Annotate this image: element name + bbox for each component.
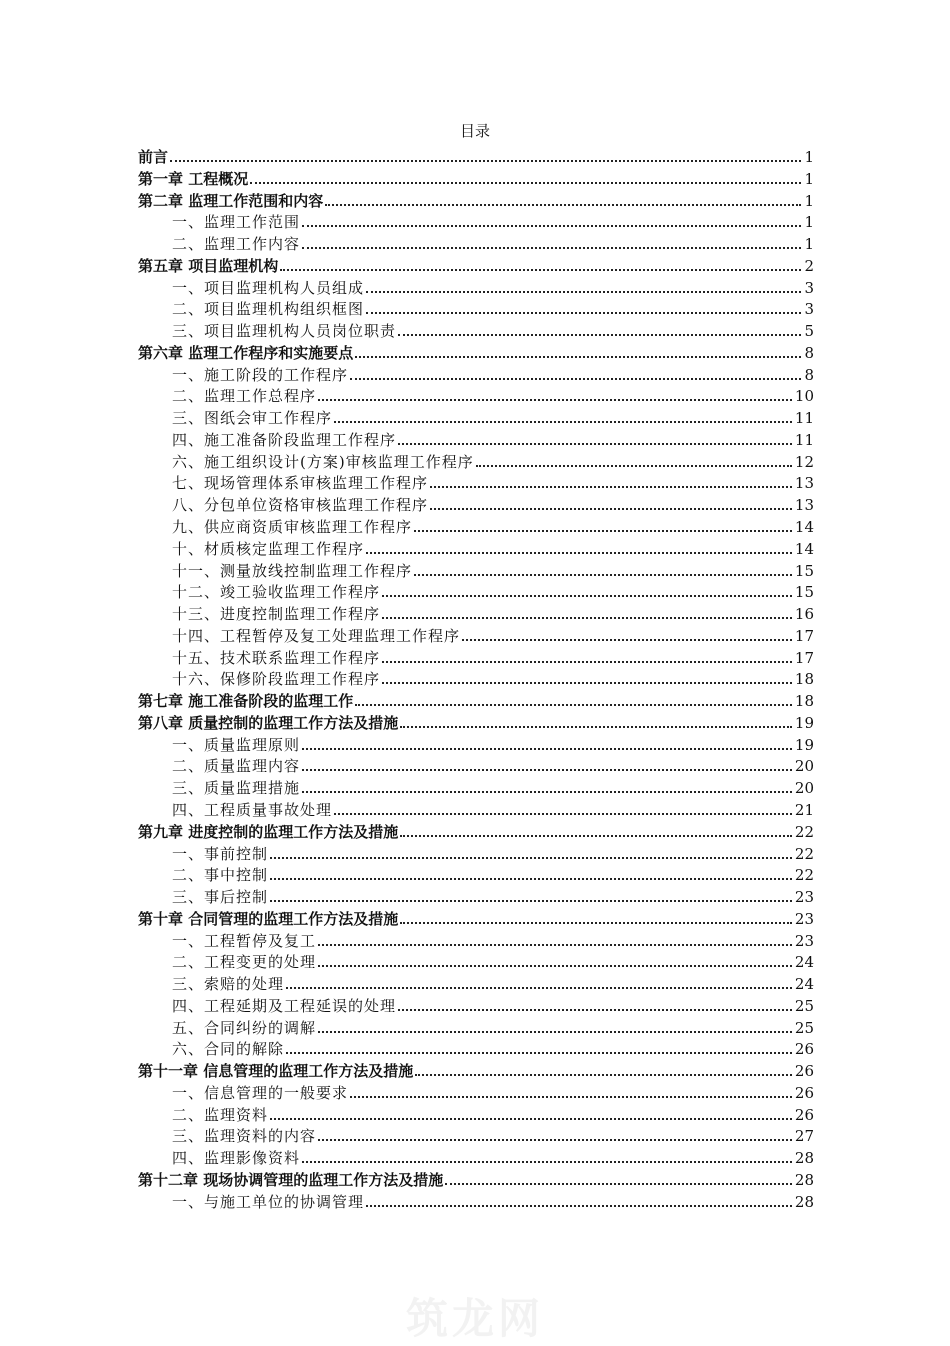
- dot-leader: [302, 1161, 792, 1163]
- dot-leader: [366, 1205, 792, 1207]
- dot-leader: [270, 878, 792, 880]
- toc-chapter-entry[interactable]: [138, 191, 814, 213]
- toc-page-number: 23: [794, 931, 814, 950]
- toc-entry-text: 第八章 质量控制的监理工作方法及措施: [138, 713, 399, 732]
- toc-page-number: 20: [794, 757, 814, 776]
- toc-section-entry[interactable]: [138, 1018, 814, 1040]
- dot-leader: [286, 987, 792, 989]
- toc-section-entry[interactable]: [138, 495, 814, 517]
- toc-page-number: 23: [794, 909, 814, 928]
- toc-entry-text: 四、施工准备阶段监理工作程序: [172, 430, 397, 449]
- toc-page-number: 28: [794, 1192, 814, 1211]
- toc-entry-text: 一、质量监理原则: [172, 735, 301, 754]
- dot-leader: [400, 922, 792, 924]
- toc-entry-text: 第十章 合同管理的监理工作方法及措施: [138, 909, 399, 928]
- toc-entry-text: 二、质量监理内容: [172, 757, 301, 776]
- toc-section-entry[interactable]: [138, 756, 814, 778]
- dot-leader: [334, 421, 792, 423]
- toc-page-number: 18: [794, 692, 814, 711]
- toc-entry-text: 前言: [138, 148, 169, 166]
- toc-page-number: 15: [794, 583, 814, 602]
- toc-section-entry[interactable]: [138, 778, 814, 800]
- dot-leader: [302, 247, 801, 249]
- dot-leader: [445, 1183, 792, 1185]
- toc-section-entry[interactable]: [138, 996, 814, 1018]
- dot-leader: [400, 726, 792, 728]
- dot-leader: [476, 465, 792, 467]
- toc-section-entry[interactable]: [138, 386, 814, 408]
- toc-entry-text: 二、监理资料: [172, 1105, 269, 1124]
- toc-page-number: 3: [804, 300, 814, 319]
- toc-page-number: 17: [794, 648, 814, 667]
- toc-page-number: 14: [794, 539, 814, 558]
- toc-chapter-entry[interactable]: [138, 691, 814, 713]
- dot-leader: [170, 160, 801, 162]
- toc-page-number: 15: [794, 561, 814, 580]
- toc-page-number: 11: [794, 409, 814, 428]
- toc-page-number: 17: [794, 626, 814, 645]
- dot-leader: [430, 486, 792, 488]
- toc-page-number: 1: [804, 148, 814, 166]
- dot-leader: [302, 225, 801, 227]
- toc-page-number: 28: [794, 1170, 814, 1189]
- dot-leader: [382, 661, 792, 663]
- toc-section-entry[interactable]: [138, 1192, 814, 1214]
- toc-section-entry[interactable]: [138, 865, 814, 887]
- toc-page-number: 1: [804, 213, 814, 232]
- dot-leader: [270, 900, 792, 902]
- dot-leader: [415, 1074, 792, 1076]
- toc-entry-text: 第十一章 信息管理的监理工作方法及措施: [138, 1062, 414, 1081]
- toc-section-entry[interactable]: [138, 278, 814, 300]
- dot-leader: [366, 312, 801, 314]
- toc-page-number: 26: [794, 1040, 814, 1059]
- dot-leader: [382, 595, 792, 597]
- toc-section-entry[interactable]: [138, 931, 814, 953]
- toc-section-entry[interactable]: [138, 952, 814, 974]
- toc-entry-text: 十六、保修阶段监理工作程序: [172, 670, 381, 689]
- toc-page-number: 23: [794, 888, 814, 907]
- toc-entry-text: 六、施工组织设计(方案)审核监理工作程序: [172, 452, 474, 471]
- dot-leader: [318, 965, 792, 967]
- toc-page-number: 25: [794, 996, 814, 1015]
- toc-entry-text: 一、项目监理机构人员组成: [172, 278, 365, 297]
- toc-section-entry[interactable]: [138, 800, 814, 822]
- toc-entry-text: 四、监理影像资料: [172, 1149, 301, 1168]
- toc-page-number: 26: [794, 1062, 814, 1081]
- toc-entry-text: 二、项目监理机构组织框图: [172, 300, 365, 319]
- dot-leader: [355, 704, 792, 706]
- dot-leader: [414, 530, 792, 532]
- toc-page-number: 11: [794, 430, 814, 449]
- toc-entry-text: 二、工程变更的处理: [172, 953, 317, 972]
- toc-section-entry[interactable]: [138, 735, 814, 757]
- toc-page-number: 27: [794, 1127, 814, 1146]
- toc-section-entry[interactable]: [138, 212, 814, 234]
- toc-page-number: 5: [804, 322, 814, 341]
- toc-page-number: 24: [794, 953, 814, 972]
- toc-chapter-entry[interactable]: [138, 256, 814, 278]
- dot-leader: [382, 617, 792, 619]
- toc-entry-text: 三、项目监理机构人员岗位职责: [172, 322, 397, 341]
- toc-entry-text: 三、质量监理措施: [172, 779, 301, 798]
- toc-section-entry[interactable]: [138, 517, 814, 539]
- toc-page-number: 20: [794, 779, 814, 798]
- toc-page-number: 21: [794, 800, 814, 819]
- toc-entry-text: 三、索赔的处理: [172, 975, 285, 994]
- toc-page-number: 26: [794, 1105, 814, 1124]
- toc-page-number: 12: [794, 452, 814, 471]
- dot-leader: [414, 574, 792, 576]
- toc-page-number: 18: [794, 670, 814, 689]
- toc-chapter-entry[interactable]: [138, 713, 814, 735]
- toc-section-entry[interactable]: [138, 473, 814, 495]
- dot-leader: [400, 835, 792, 837]
- toc-chapter-entry[interactable]: [138, 169, 814, 191]
- toc-section-entry[interactable]: [138, 408, 814, 430]
- toc-page-number: 3: [804, 278, 814, 297]
- toc-section-entry[interactable]: [138, 321, 814, 343]
- toc-entry-text: 十三、进度控制监理工作程序: [172, 605, 381, 624]
- toc-chapter-entry[interactable]: [138, 1061, 814, 1083]
- dot-leader: [302, 769, 792, 771]
- toc-page-number: 1: [804, 169, 814, 188]
- toc-section-entry[interactable]: [138, 1126, 814, 1148]
- dot-leader: [366, 291, 801, 293]
- toc-chapter-entry[interactable]: [138, 343, 814, 365]
- toc-entry-text: 第一章 工程概况: [138, 169, 249, 188]
- toc-entry-text: 八、分包单位资格审核监理工作程序: [172, 496, 429, 515]
- toc-chapter-entry[interactable]: [138, 822, 814, 844]
- dot-leader: [280, 269, 801, 271]
- toc-entry-text: 一、监理工作范围: [172, 213, 301, 232]
- toc-entry-text: 七、现场管理体系审核监理工作程序: [172, 474, 429, 493]
- dot-leader: [398, 1009, 792, 1011]
- toc-page-number: 1: [804, 191, 814, 210]
- toc-entry-text: 十五、技术联系监理工作程序: [172, 648, 381, 667]
- toc-page-number: 8: [804, 343, 814, 362]
- toc-entry-text: 十、材质核定监理工作程序: [172, 539, 365, 558]
- dot-leader: [382, 682, 792, 684]
- toc-entry-text: 三、图纸会审工作程序: [172, 409, 333, 428]
- toc-page-number: 10: [794, 387, 814, 406]
- toc-page-number: 24: [794, 975, 814, 994]
- toc-entry-text: 五、合同纠纷的调解: [172, 1018, 317, 1037]
- toc-entry-text: 第七章 施工准备阶段的监理工作: [138, 692, 354, 711]
- toc-page-number: 16: [794, 605, 814, 624]
- toc-section-entry[interactable]: [138, 844, 814, 866]
- toc-section-entry[interactable]: [138, 1039, 814, 1061]
- toc-section-entry[interactable]: [138, 604, 814, 626]
- dot-leader: [318, 944, 792, 946]
- toc-section-entry[interactable]: [138, 1083, 814, 1105]
- toc-section-entry[interactable]: [138, 582, 814, 604]
- dot-leader: [430, 508, 792, 510]
- toc-entry-text: 第五章 项目监理机构: [138, 256, 279, 275]
- toc-page-number: 25: [794, 1018, 814, 1037]
- toc-page-number: 19: [794, 735, 814, 754]
- toc-entry-text: 十二、竣工验收监理工作程序: [172, 583, 381, 602]
- toc-entry-text: 六、合同的解除: [172, 1040, 285, 1059]
- toc-entry-text: 一、信息管理的一般要求: [172, 1083, 349, 1102]
- toc-section-entry[interactable]: [138, 648, 814, 670]
- toc-page-number: 8: [804, 365, 814, 384]
- toc-entry-text: 第九章 进度控制的监理工作方法及措施: [138, 822, 399, 841]
- toc-entry-text: 二、监理工作内容: [172, 235, 301, 254]
- toc-page-number: 13: [794, 496, 814, 515]
- toc-chapter-entry[interactable]: [138, 1170, 814, 1192]
- toc-section-entry[interactable]: [138, 365, 814, 387]
- toc-section-entry[interactable]: [138, 1105, 814, 1127]
- dot-leader: [334, 813, 792, 815]
- toc-entry-text: 一、工程暂停及复工: [172, 931, 317, 950]
- dot-leader: [250, 182, 801, 184]
- toc-entry-text: 二、监理工作总程序: [172, 387, 317, 406]
- dot-leader: [462, 639, 792, 641]
- dot-leader: [270, 1118, 792, 1120]
- toc-page-number: 26: [794, 1083, 814, 1102]
- watermark: 筑龙网: [405, 1294, 544, 1343]
- table-of-contents: [138, 147, 814, 1214]
- toc-section-entry[interactable]: [138, 452, 814, 474]
- toc-section-entry[interactable]: [138, 974, 814, 996]
- dot-leader: [286, 1052, 792, 1054]
- dot-leader: [318, 1139, 792, 1141]
- toc-page-number: 22: [794, 822, 814, 841]
- toc-entry-text: 四、工程延期及工程延误的处理: [172, 996, 397, 1015]
- toc-entry-text: 四、工程质量事故处理: [172, 800, 333, 819]
- toc-section-entry[interactable]: [138, 561, 814, 583]
- dot-leader: [318, 399, 792, 401]
- dot-leader: [355, 356, 801, 358]
- toc-entry-text: 十一、测量放线控制监理工作程序: [172, 561, 413, 580]
- dot-leader: [366, 552, 792, 554]
- toc-entry-text: 九、供应商资质审核监理工作程序: [172, 518, 413, 537]
- toc-entry-text: 一、与施工单位的协调管理: [172, 1192, 365, 1211]
- toc-section-entry[interactable]: [138, 234, 814, 256]
- toc-entry-text: 一、事前控制: [172, 844, 269, 863]
- toc-title: 目录: [459, 122, 490, 140]
- toc-entry-text: 二、事中控制: [172, 866, 269, 885]
- toc-section-entry[interactable]: [138, 669, 814, 691]
- toc-section-entry[interactable]: [138, 539, 814, 561]
- toc-page-number: 13: [794, 474, 814, 493]
- dot-leader: [398, 443, 792, 445]
- toc-entry-text: 三、监理资料的内容: [172, 1127, 317, 1146]
- toc-entry-text: 三、事后控制: [172, 888, 269, 907]
- toc-page-number: 2: [804, 256, 814, 275]
- toc-section-entry[interactable]: [138, 887, 814, 909]
- dot-leader: [398, 334, 801, 336]
- dot-leader: [270, 857, 792, 859]
- dot-leader: [302, 748, 792, 750]
- toc-chapter-entry[interactable]: [138, 147, 814, 169]
- toc-entry-text: 第二章 监理工作范围和内容: [138, 191, 324, 210]
- toc-entry-text: 第六章 监理工作程序和实施要点: [138, 343, 354, 362]
- toc-page-number: 22: [794, 866, 814, 885]
- toc-chapter-entry[interactable]: [138, 909, 814, 931]
- dot-leader: [302, 791, 792, 793]
- toc-section-entry[interactable]: [138, 626, 814, 648]
- dot-leader: [325, 204, 801, 206]
- toc-entry-text: 一、施工阶段的工作程序: [172, 365, 349, 384]
- toc-page-number: 28: [794, 1149, 814, 1168]
- toc-entry-text: 第十二章 现场协调管理的监理工作方法及措施: [138, 1170, 444, 1189]
- toc-section-entry[interactable]: [138, 1148, 814, 1170]
- toc-page-number: 14: [794, 518, 814, 537]
- toc-section-entry[interactable]: [138, 299, 814, 321]
- dot-leader: [318, 1031, 792, 1033]
- toc-section-entry[interactable]: [138, 430, 814, 452]
- toc-page-number: 1: [804, 235, 814, 254]
- toc-entry-text: 十四、工程暂停及复工处理监理工作程序: [172, 626, 461, 645]
- dot-leader: [350, 378, 801, 380]
- toc-page-number: 19: [794, 713, 814, 732]
- dot-leader: [350, 1096, 792, 1098]
- toc-page-number: 22: [794, 844, 814, 863]
